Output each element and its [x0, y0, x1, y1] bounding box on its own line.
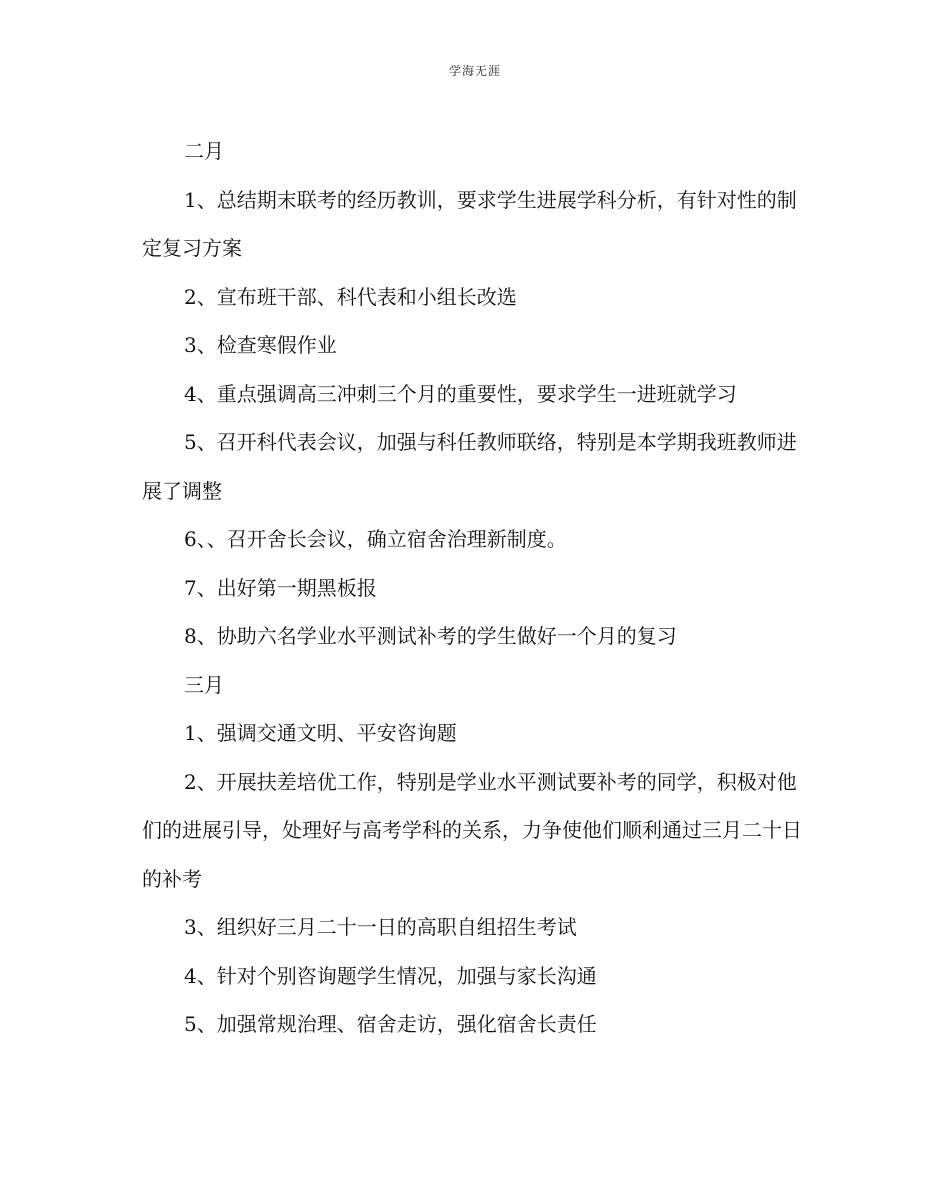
paragraph: 3、检查寒假作业 [184, 333, 337, 357]
page-header: 学海无涯 [448, 64, 501, 78]
paragraph: 4、重点强调高三冲刺三个月的重要性，要求学生一进班就学习 [184, 381, 737, 406]
section-heading-march: 三月 [184, 672, 224, 697]
document-body [142, 127, 810, 1049]
paragraph: 3、组织好三月二十一日的高职自组招生考试 [184, 915, 577, 939]
paragraph: 7、出好第一期黑板报 [184, 575, 377, 600]
paragraph: 2、开展扶差培优工作，特别是学业水平测试要补考的同学，积极对他们的进展引导，处理好与高考学科的关系，力争使他们顺利通过三月二十日的补考 [142, 769, 802, 891]
section-heading-february: 二月 [184, 139, 224, 163]
paragraph: 2、宣布班干部、科代表和小组长改选 [184, 284, 517, 309]
paragraph: 5、召开科代表会议，加强与科任教师联络，特别是本学期我班教师进展了调整 [142, 430, 797, 503]
paragraph: 5、加强常规治理、宿舍走访，强化宿舍长责任 [184, 1012, 597, 1036]
paragraph: 4、针对个别咨询题学生情况，加强与家长沟通 [184, 963, 597, 988]
paragraph: 1、总结期末联考的经历教训，要求学生进展学科分析，有针对性的制定复习方案 [142, 187, 797, 260]
paragraph: 1、强调交通文明、平安咨询题 [184, 721, 457, 745]
paragraph: 6、、召开舍长会议，确立宿舍治理新制度。 [184, 527, 567, 551]
paragraph: 8、协助六名学业水平测试补考的学生做好一个月的复习 [184, 624, 677, 648]
